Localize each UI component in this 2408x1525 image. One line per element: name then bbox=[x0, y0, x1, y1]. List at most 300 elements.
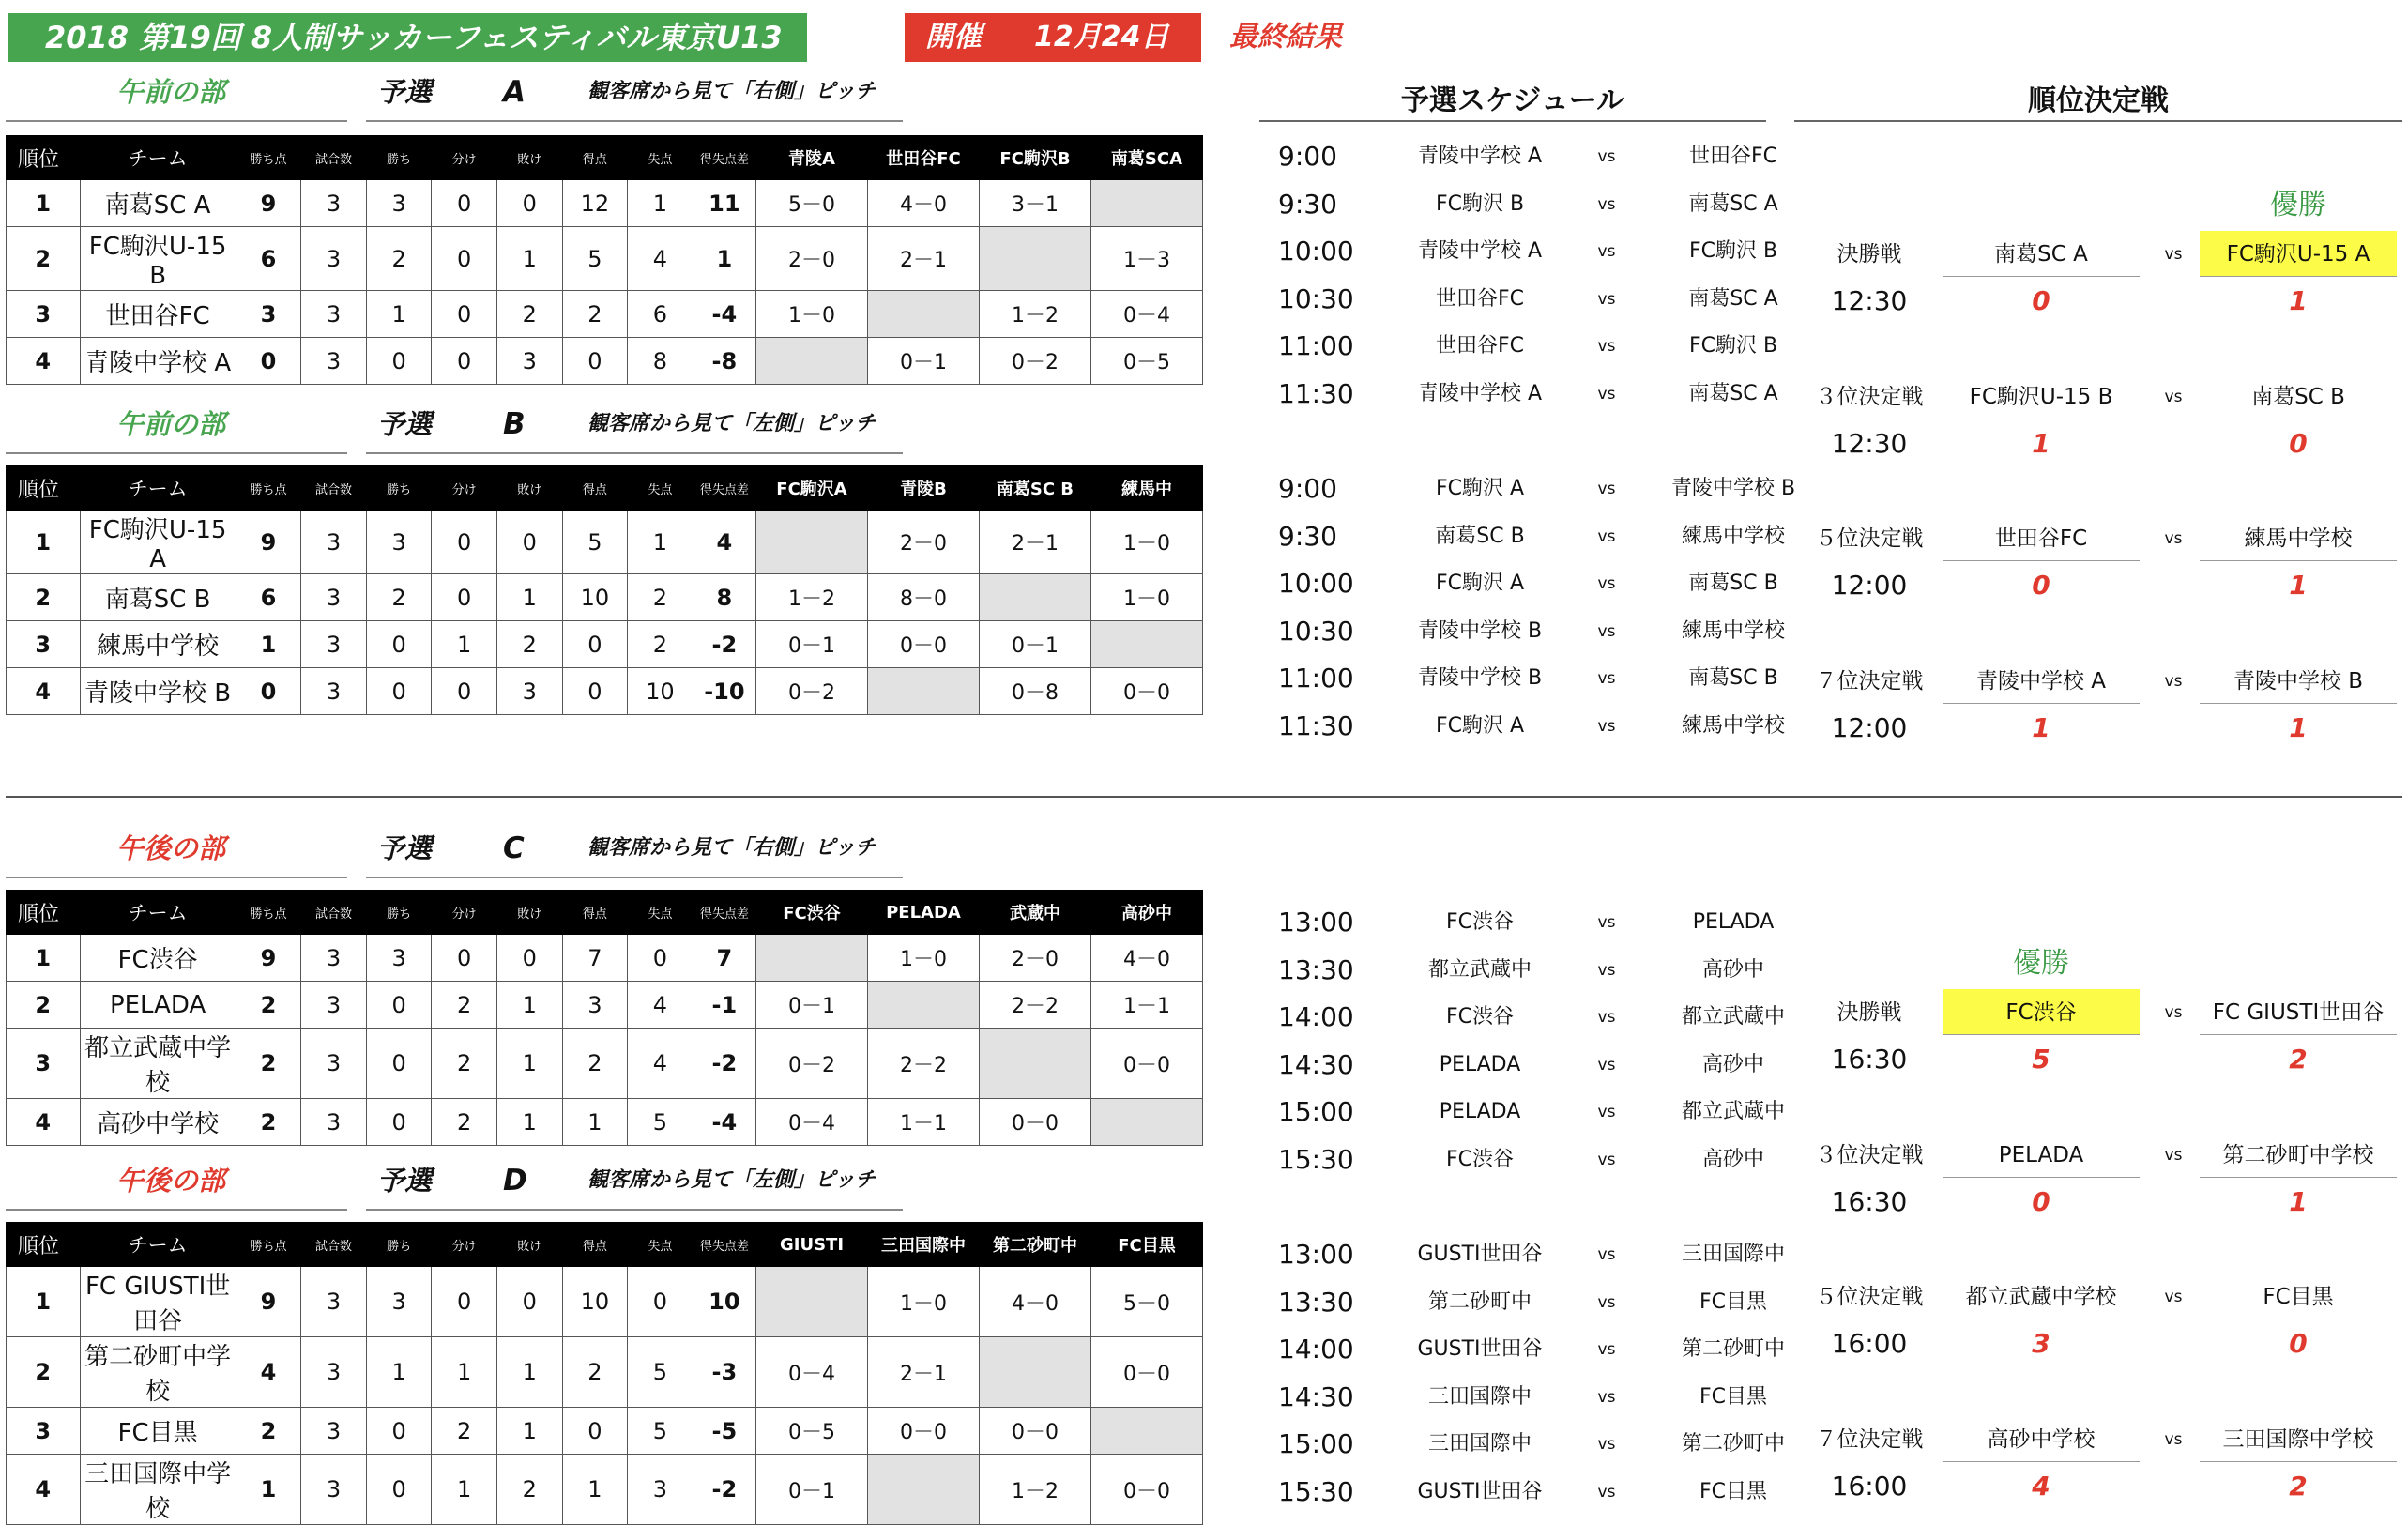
self-match-cell bbox=[1090, 621, 1202, 668]
match-result-cell: 0－8 bbox=[979, 668, 1090, 715]
cell-team: 青陵中学校 A bbox=[80, 338, 236, 385]
vs-label: vs bbox=[1597, 1245, 1616, 1264]
match-result-cell: 4－0 bbox=[868, 180, 980, 227]
schedule-underline bbox=[1259, 120, 1766, 122]
schedule-row bbox=[1278, 133, 1822, 180]
cell-gp: 3 bbox=[301, 1455, 367, 1525]
schedule-row bbox=[1278, 703, 1822, 750]
cell-rank: 3 bbox=[7, 1408, 81, 1455]
column-header: 勝ち点 bbox=[236, 1223, 301, 1267]
column-header: 得失点差 bbox=[693, 136, 755, 180]
cell-pts: 9 bbox=[236, 1267, 301, 1337]
cell-ga: 0 bbox=[628, 935, 693, 982]
column-header: 敗け bbox=[496, 891, 562, 935]
cell-diff: 4 bbox=[693, 511, 755, 574]
schedule-row bbox=[1278, 1136, 1822, 1183]
match-time: 9:30 bbox=[1278, 520, 1337, 552]
cell-diff: 1 bbox=[693, 227, 755, 291]
match-result-cell: 0－4 bbox=[1090, 291, 1202, 338]
cell-ga: 5 bbox=[628, 1408, 693, 1455]
table-header-row bbox=[7, 891, 1203, 935]
schedule-row bbox=[1278, 994, 1822, 1041]
cell-w: 0 bbox=[366, 1029, 432, 1099]
cell-gf: 12 bbox=[562, 180, 628, 227]
vs-label: vs bbox=[1597, 716, 1616, 736]
schedule-row bbox=[1278, 513, 1822, 560]
cell-diff: -2 bbox=[693, 1029, 755, 1099]
qualifier-label: 予選 bbox=[377, 408, 433, 440]
match-result-cell: 0－0 bbox=[1090, 1029, 1202, 1099]
cell-rank: 1 bbox=[7, 511, 81, 574]
cell-pts: 1 bbox=[236, 1455, 301, 1525]
opponent-header: FC渋谷 bbox=[756, 891, 868, 935]
cell-pts: 2 bbox=[236, 982, 301, 1029]
header-underline bbox=[366, 877, 903, 878]
vs-label: vs bbox=[1597, 1008, 1616, 1027]
column-header: 分け bbox=[432, 466, 497, 511]
away-team: FC駒沢 B bbox=[1688, 239, 1778, 263]
session-label: 午後の部 bbox=[116, 1165, 226, 1197]
home-team: FC渋谷 bbox=[1943, 989, 2140, 1035]
table-row bbox=[7, 982, 1203, 1029]
cell-pts: 4 bbox=[236, 1337, 301, 1408]
self-match-cell bbox=[868, 1455, 980, 1525]
column-header: 得点 bbox=[562, 1223, 628, 1267]
away-team: 都立武蔵中 bbox=[1681, 1100, 1785, 1123]
opponent-header: 練馬中 bbox=[1090, 466, 1202, 511]
cell-pts: 3 bbox=[236, 291, 301, 338]
cell-d: 0 bbox=[432, 1267, 497, 1337]
cell-team: 南葛SC A bbox=[80, 180, 236, 227]
vs-label: vs bbox=[1597, 194, 1616, 214]
match-time: 12:00 bbox=[1831, 570, 1908, 601]
match-result-cell: 0－0 bbox=[868, 1408, 980, 1455]
cell-l: 1 bbox=[496, 574, 562, 621]
table-row bbox=[7, 621, 1203, 668]
cell-team: 都立武蔵中学校 bbox=[80, 1029, 236, 1099]
match-result-cell: 2－0 bbox=[756, 227, 868, 291]
cell-team: PELADA bbox=[80, 982, 236, 1029]
cell-diff: -4 bbox=[693, 291, 755, 338]
group-b-table bbox=[6, 465, 1203, 715]
cell-w: 0 bbox=[366, 1455, 432, 1525]
champion-label: 優勝 bbox=[2013, 947, 2069, 980]
match-time: 10:00 bbox=[1278, 236, 1354, 267]
match-time: 10:30 bbox=[1278, 282, 1354, 314]
date-banner bbox=[905, 13, 1201, 62]
match-result-cell: 1－1 bbox=[868, 1099, 980, 1146]
vs-label: vs bbox=[1597, 1150, 1616, 1169]
column-header: 順位 bbox=[7, 136, 81, 180]
cell-team: 高砂中学校 bbox=[80, 1099, 236, 1146]
ranking-title: 順位決定戦 bbox=[2028, 84, 2169, 117]
match-time: 13:30 bbox=[1278, 1286, 1354, 1318]
match-time: 12:30 bbox=[1831, 427, 1908, 459]
home-score: 3 bbox=[2032, 1328, 2050, 1359]
cell-d: 1 bbox=[432, 1455, 497, 1525]
vs-label: vs bbox=[1597, 526, 1616, 546]
cell-gp: 3 bbox=[301, 180, 367, 227]
cell-gf: 1 bbox=[562, 1455, 628, 1525]
match-result-cell: 5－0 bbox=[1090, 1267, 1202, 1337]
column-header: 分け bbox=[432, 1223, 497, 1267]
home-team: GUSTI世田谷 bbox=[1417, 1479, 1543, 1503]
cell-rank: 4 bbox=[7, 1455, 81, 1525]
column-header: 分け bbox=[432, 891, 497, 935]
column-header: 試合数 bbox=[301, 891, 367, 935]
cell-team: 第二砂町中学校 bbox=[80, 1337, 236, 1408]
cell-w: 1 bbox=[366, 291, 432, 338]
column-header: 勝ち bbox=[366, 891, 432, 935]
match-time: 12:00 bbox=[1831, 711, 1908, 743]
match-label: ７位決定戦 bbox=[1815, 668, 1924, 694]
away-team: 高砂中 bbox=[1701, 957, 1764, 982]
vs-label: vs bbox=[1597, 384, 1616, 404]
match-time: 13:00 bbox=[1278, 907, 1354, 938]
cell-ga: 4 bbox=[628, 227, 693, 291]
session-label: 午前の部 bbox=[116, 408, 226, 440]
away-team: 南葛SC B bbox=[1688, 572, 1778, 595]
home-score: 1 bbox=[2032, 427, 2050, 459]
cell-l: 1 bbox=[496, 1029, 562, 1099]
match-result-cell: 0－1 bbox=[756, 982, 868, 1029]
vs-label: vs bbox=[2164, 245, 2183, 264]
self-match-cell bbox=[868, 668, 980, 715]
schedule-row bbox=[1278, 323, 1822, 370]
match-result-cell: 0－1 bbox=[979, 621, 1090, 668]
match-result-cell: 0－0 bbox=[868, 621, 980, 668]
match-result-cell: 0－0 bbox=[979, 1408, 1090, 1455]
column-header: 得失点差 bbox=[693, 891, 755, 935]
table-row bbox=[7, 935, 1203, 982]
match-result-cell: 1－0 bbox=[868, 935, 980, 982]
cell-diff: -4 bbox=[693, 1099, 755, 1146]
cell-rank: 1 bbox=[7, 1267, 81, 1337]
cell-gp: 3 bbox=[301, 668, 367, 715]
away-team: 高砂中 bbox=[1701, 1147, 1764, 1171]
column-header: 勝ち点 bbox=[236, 136, 301, 180]
match-time: 11:30 bbox=[1278, 377, 1354, 409]
home-team: 青陵中学校 B bbox=[1417, 666, 1543, 690]
home-team: FC駒沢 A bbox=[1435, 477, 1525, 500]
home-team: 三田国際中 bbox=[1427, 1384, 1532, 1409]
vs-label: vs bbox=[1597, 337, 1616, 356]
match-result-cell: 0－4 bbox=[756, 1337, 868, 1408]
match-time: 16:00 bbox=[1831, 1470, 1908, 1502]
cell-ga: 10 bbox=[628, 668, 693, 715]
placement-match bbox=[1794, 1416, 2402, 1510]
cell-gf: 2 bbox=[562, 1029, 628, 1099]
match-time: 15:30 bbox=[1278, 1475, 1354, 1507]
match-time: 14:30 bbox=[1278, 1048, 1354, 1080]
cell-l: 1 bbox=[496, 1408, 562, 1455]
vs-label: vs bbox=[1597, 480, 1616, 498]
cell-ga: 4 bbox=[628, 982, 693, 1029]
column-header: 試合数 bbox=[301, 136, 367, 180]
pitch-note: 観客席から見て「左側」ピッチ bbox=[587, 412, 876, 435]
schedule-row bbox=[1278, 228, 1822, 275]
match-label: ５位決定戦 bbox=[1815, 526, 1924, 551]
match-time: 14:30 bbox=[1278, 1380, 1354, 1412]
away-team: FC目黒 bbox=[1699, 1479, 1768, 1503]
cell-l: 1 bbox=[496, 982, 562, 1029]
schedule-title: 予選スケジュール bbox=[1400, 84, 1625, 117]
match-result-cell: 0－4 bbox=[756, 1099, 868, 1146]
cell-d: 1 bbox=[432, 1337, 497, 1408]
cell-d: 0 bbox=[432, 180, 497, 227]
schedule-row bbox=[1278, 371, 1822, 418]
schedule-row bbox=[1278, 276, 1822, 323]
schedule-row bbox=[1278, 1469, 1822, 1516]
home-team: FC駒沢 B bbox=[1435, 191, 1525, 216]
vs-label: vs bbox=[1597, 1435, 1616, 1454]
cell-diff: -8 bbox=[693, 338, 755, 385]
home-team: FC駒沢 A bbox=[1435, 713, 1525, 738]
cell-ga: 4 bbox=[628, 1029, 693, 1099]
cell-ga: 5 bbox=[628, 1099, 693, 1146]
cell-team: 南葛SC B bbox=[80, 574, 236, 621]
cell-d: 0 bbox=[432, 668, 497, 715]
cell-ga: 1 bbox=[628, 511, 693, 574]
match-result-cell: 1－3 bbox=[1090, 227, 1202, 291]
away-score: 0 bbox=[2289, 427, 2308, 459]
home-team: 青陵中学校 A bbox=[1943, 658, 2140, 704]
table-row bbox=[7, 227, 1203, 291]
vs-label: vs bbox=[2164, 1288, 2183, 1306]
self-match-cell bbox=[756, 1267, 868, 1337]
session-divider bbox=[6, 796, 2402, 798]
match-time: 14:00 bbox=[1278, 1001, 1354, 1032]
away-team: 練馬中学校 bbox=[1681, 524, 1785, 548]
cell-rank: 2 bbox=[7, 982, 81, 1029]
group-b-header bbox=[6, 404, 907, 445]
cell-gf: 0 bbox=[562, 1408, 628, 1455]
home-team: 南葛SC B bbox=[1435, 524, 1525, 548]
match-time: 16:00 bbox=[1831, 1328, 1908, 1359]
vs-label: vs bbox=[1597, 669, 1616, 688]
self-match-cell bbox=[1090, 180, 1202, 227]
cell-rank: 1 bbox=[7, 180, 81, 227]
cell-d: 2 bbox=[432, 982, 497, 1029]
placement-match bbox=[1794, 658, 2402, 752]
cell-l: 2 bbox=[496, 621, 562, 668]
match-result-cell: 1－0 bbox=[1090, 574, 1202, 621]
away-team: FC目黒 bbox=[2200, 1273, 2397, 1319]
schedule-row bbox=[1278, 1231, 1822, 1278]
away-team: 三田国際中学校 bbox=[2200, 1416, 2397, 1462]
column-header: 分け bbox=[432, 136, 497, 180]
cell-d: 0 bbox=[432, 291, 497, 338]
match-result-cell: 8－0 bbox=[868, 574, 980, 621]
vs-label: vs bbox=[1597, 1340, 1616, 1359]
cell-rank: 3 bbox=[7, 291, 81, 338]
away-team: 青陵中学校 B bbox=[1670, 477, 1796, 500]
home-team: PELADA bbox=[1439, 1052, 1521, 1076]
cell-ga: 2 bbox=[628, 621, 693, 668]
away-score: 1 bbox=[2289, 570, 2308, 601]
cell-team: 練馬中学校 bbox=[80, 621, 236, 668]
header-underline bbox=[366, 1209, 903, 1211]
home-team: 青陵中学校 A bbox=[1417, 381, 1543, 405]
match-result-cell: 1－0 bbox=[1090, 511, 1202, 574]
match-result-cell: 0－0 bbox=[979, 1099, 1090, 1146]
match-time: 15:30 bbox=[1278, 1143, 1354, 1175]
match-result-cell: 4－0 bbox=[1090, 935, 1202, 982]
cell-w: 0 bbox=[366, 1099, 432, 1146]
column-header: 勝ち bbox=[366, 466, 432, 511]
ranking-underline bbox=[1794, 120, 2402, 122]
cell-pts: 2 bbox=[236, 1099, 301, 1146]
cell-pts: 6 bbox=[236, 574, 301, 621]
table-row bbox=[7, 1408, 1203, 1455]
header-underline bbox=[6, 1209, 347, 1211]
header-underline bbox=[6, 120, 347, 122]
home-team: FC駒沢U-15 B bbox=[1943, 374, 2140, 419]
column-header: 順位 bbox=[7, 466, 81, 511]
away-score: 1 bbox=[2289, 285, 2308, 316]
cell-w: 3 bbox=[366, 1267, 432, 1337]
match-result-cell: 0－1 bbox=[756, 1455, 868, 1525]
cell-ga: 0 bbox=[628, 1267, 693, 1337]
column-header: 順位 bbox=[7, 1223, 81, 1267]
table-row bbox=[7, 511, 1203, 574]
placement-match bbox=[1794, 1132, 2402, 1226]
away-team: 練馬中学校 bbox=[1681, 618, 1785, 643]
home-team: FC渋谷 bbox=[1445, 1005, 1515, 1029]
column-header: 勝ち bbox=[366, 1223, 432, 1267]
match-result-cell: 5－0 bbox=[756, 180, 868, 227]
home-team: 青陵中学校 A bbox=[1417, 239, 1543, 263]
self-match-cell bbox=[756, 511, 868, 574]
match-label: 決勝戦 bbox=[1836, 1000, 1902, 1025]
cell-pts: 9 bbox=[236, 935, 301, 982]
cell-gp: 3 bbox=[301, 227, 367, 291]
vs-label: vs bbox=[1597, 289, 1616, 309]
opponent-header: FC目黒 bbox=[1090, 1223, 1202, 1267]
away-score: 1 bbox=[2289, 711, 2308, 743]
match-result-cell: 0－2 bbox=[756, 668, 868, 715]
match-time: 12:30 bbox=[1831, 285, 1908, 316]
header-underline bbox=[366, 452, 903, 454]
group-d-table bbox=[6, 1222, 1203, 1525]
table-row bbox=[7, 574, 1203, 621]
session-label: 午後の部 bbox=[116, 832, 226, 864]
column-header: 失点 bbox=[628, 136, 693, 180]
match-time: 10:30 bbox=[1278, 615, 1354, 647]
away-score: 2 bbox=[2289, 1470, 2308, 1502]
cell-rank: 2 bbox=[7, 1337, 81, 1408]
cell-team: FC渋谷 bbox=[80, 935, 236, 982]
table-row bbox=[7, 1029, 1203, 1099]
column-header: 勝ち点 bbox=[236, 466, 301, 511]
match-time: 11:00 bbox=[1278, 330, 1354, 361]
column-header: 失点 bbox=[628, 1223, 693, 1267]
self-match-cell bbox=[979, 1029, 1090, 1099]
away-score: 2 bbox=[2289, 1044, 2308, 1075]
placement-match bbox=[1794, 989, 2402, 1083]
self-match-cell bbox=[1090, 1408, 1202, 1455]
cell-gp: 3 bbox=[301, 1029, 367, 1099]
opponent-header: 高砂中 bbox=[1090, 891, 1202, 935]
column-header: チーム bbox=[80, 1223, 236, 1267]
table-row bbox=[7, 1099, 1203, 1146]
cell-w: 2 bbox=[366, 574, 432, 621]
match-time: 9:30 bbox=[1278, 188, 1337, 220]
column-header: 順位 bbox=[7, 891, 81, 935]
self-match-cell bbox=[868, 291, 980, 338]
group-c-header bbox=[6, 828, 907, 869]
cell-rank: 4 bbox=[7, 1099, 81, 1146]
cell-rank: 3 bbox=[7, 1029, 81, 1099]
schedule-row bbox=[1278, 1421, 1822, 1468]
cell-diff: -5 bbox=[693, 1408, 755, 1455]
schedule-row bbox=[1278, 608, 1822, 655]
qualifier-label: 予選 bbox=[377, 1165, 433, 1197]
vs-label: vs bbox=[1597, 621, 1616, 641]
column-header: 失点 bbox=[628, 891, 693, 935]
away-team: 青陵中学校 B bbox=[2200, 658, 2397, 704]
cell-gf: 10 bbox=[562, 1267, 628, 1337]
self-match-cell bbox=[756, 935, 868, 982]
column-header: チーム bbox=[80, 466, 236, 511]
match-result-cell: 0－1 bbox=[756, 621, 868, 668]
cell-diff: -2 bbox=[693, 1455, 755, 1525]
schedule-row bbox=[1278, 1279, 1822, 1326]
header-underline bbox=[6, 877, 347, 878]
cell-w: 0 bbox=[366, 668, 432, 715]
final-results-label: 最終結果 bbox=[1229, 21, 1342, 53]
table-row bbox=[7, 1337, 1203, 1408]
match-result-cell: 1－2 bbox=[979, 1455, 1090, 1525]
away-team: 南葛SC B bbox=[2200, 374, 2397, 419]
away-score: 1 bbox=[2289, 1185, 2308, 1217]
cell-w: 2 bbox=[366, 227, 432, 291]
away-team: 都立武蔵中 bbox=[1681, 1005, 1785, 1029]
cell-l: 0 bbox=[496, 935, 562, 982]
schedule-row bbox=[1278, 655, 1822, 702]
match-result-cell: 0－0 bbox=[1090, 668, 1202, 715]
table-row bbox=[7, 180, 1203, 227]
match-time: 13:30 bbox=[1278, 953, 1354, 985]
cell-gp: 3 bbox=[301, 982, 367, 1029]
vs-label: vs bbox=[1597, 1292, 1616, 1312]
away-score: 0 bbox=[2289, 1328, 2308, 1359]
cell-gp: 3 bbox=[301, 935, 367, 982]
cell-d: 0 bbox=[432, 935, 497, 982]
cell-pts: 9 bbox=[236, 180, 301, 227]
away-team: 第二砂町中学校 bbox=[2200, 1132, 2397, 1178]
vs-label: vs bbox=[1597, 242, 1616, 261]
vs-label: vs bbox=[1597, 1482, 1616, 1502]
match-time: 15:00 bbox=[1278, 1096, 1354, 1127]
away-team: PELADA bbox=[1692, 910, 1775, 934]
away-team: 高砂中 bbox=[1701, 1052, 1764, 1076]
cell-diff: -2 bbox=[693, 621, 755, 668]
match-result-cell: 3－1 bbox=[979, 180, 1090, 227]
table-header-row bbox=[7, 1223, 1203, 1267]
home-score: 0 bbox=[2032, 570, 2050, 601]
cell-l: 2 bbox=[496, 1455, 562, 1525]
match-result-cell: 2－2 bbox=[868, 1029, 980, 1099]
home-team: 青陵中学校 B bbox=[1417, 618, 1543, 643]
home-team: 世田谷FC bbox=[1435, 286, 1525, 311]
schedule-row bbox=[1278, 947, 1822, 994]
home-team: PELADA bbox=[1943, 1132, 2140, 1178]
qualifier-label: 予選 bbox=[377, 832, 433, 864]
cell-w: 1 bbox=[366, 1337, 432, 1408]
opponent-header: FC駒沢A bbox=[756, 466, 868, 511]
cell-gp: 3 bbox=[301, 338, 367, 385]
